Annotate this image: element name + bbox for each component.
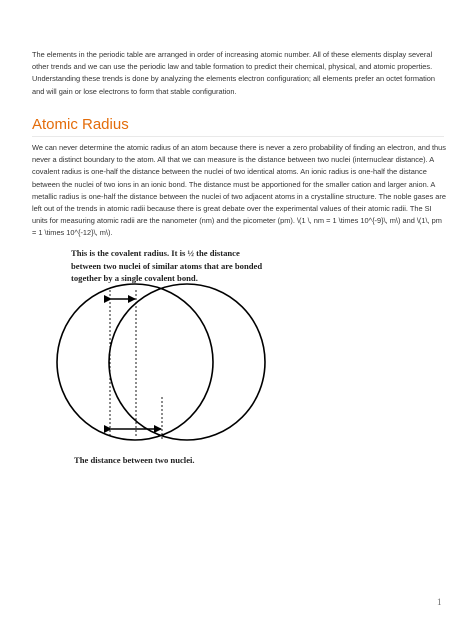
covalent-radius-figure bbox=[40, 247, 280, 485]
right-atom-circle bbox=[109, 284, 265, 440]
intro-paragraph: The elements in the periodic table are arranged in order of increasing atomic number. All of these elements display several other trends and we can use the periodic law and table formation to predict their chemical, physical, and atomic properties. Understanding these trends is done by analyzing the elements electron configuration; all elements prefer an octet formation and will gain or lose electrons to form that stable configuration. bbox=[32, 50, 436, 96]
page-number: 1 bbox=[437, 597, 442, 607]
figure-bottom-caption: The distance between two nuclei. bbox=[74, 455, 195, 465]
heading-divider bbox=[32, 136, 444, 137]
section-heading: Atomic Radius bbox=[32, 116, 129, 133]
figure-top-caption: This is the covalent radius. It is ½ the distance between two nuclei of similar atoms that are bonded together by a single covalent bond. bbox=[71, 248, 263, 284]
atomic-radius-paragraph: We can never determine the atomic radius of an atom because there is never a zero probability of finding an electron, and thus never a distinct boundary to the atom. All that we can measure is the distance between two nuclei (internuclear distance). A covalent radius is one-half the distance between the nuclei of two identical atoms. An ionic radius is one-half the distance between the nuclei of two ions in an ionic bond. The distance must be apportioned for the smaller cation and larger anion. A metallic radius is one-half the distance between the nuclei of two adjacent atoms in a crystalline structure. The noble gases are left out of the trends in atomic radii because there is great debate over the experimental values of their atomic radii. The SI units for measuring atomic radii are the nanometer (nm) and the picometer (pm). \(1 \, nm = 1 \times 10^{-9}\, m\) and \(1\, pm = 1 \times 10^{-12}\, m\). bbox=[32, 143, 446, 238]
left-atom-circle bbox=[57, 284, 213, 440]
